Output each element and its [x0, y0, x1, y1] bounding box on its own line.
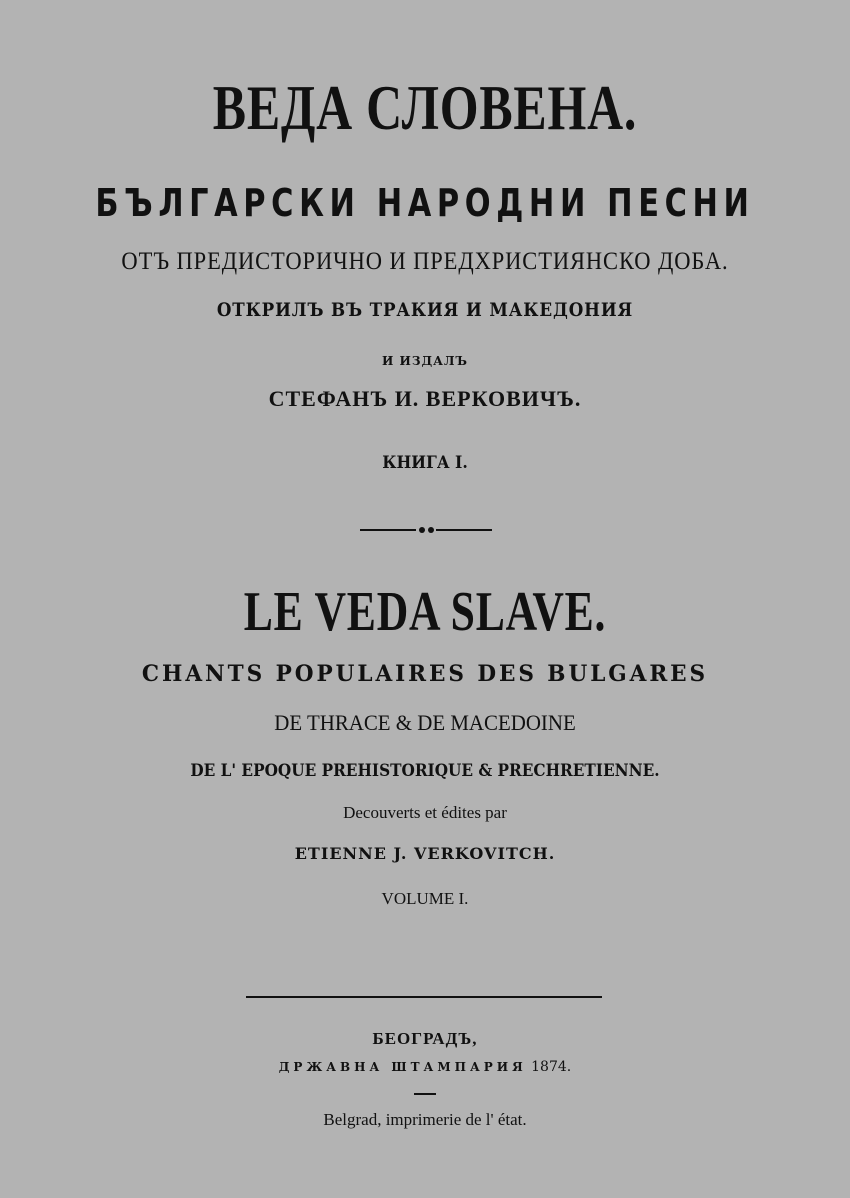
- bulgarian-era: ОТЪ ПРЕДИСТОРИЧНО И ПРЕДХРИСТИЯНСКО ДОБА.: [121, 248, 729, 275]
- bulgarian-author: СТЕФАНЪ И. ВЕРКОВИЧЪ.: [268, 386, 582, 411]
- french-discovered: Decouverts et édites par: [343, 803, 507, 822]
- imprint-city: БЕОГРАДЪ,: [372, 1029, 478, 1048]
- imprint-year: 1874.: [531, 1059, 572, 1075]
- french-title: LE VEDA SLAVE.: [243, 581, 607, 643]
- french-author: ETIENNE J. VERKOVITCH.: [294, 844, 556, 863]
- ornament-divider: [360, 528, 492, 532]
- imprint-press: ДРЖАВНА ШТАМПАРИЯ: [278, 1060, 527, 1074]
- french-era: DE L' EPOQUE PREHISTORIQUE & PRECHRETIENNE.: [190, 761, 660, 781]
- bulgarian-subtitle: БЪЛГАРСКИ НАРОДНИ ПЕСНИ: [95, 181, 755, 225]
- french-subtitle: CHANTS POPULAIRES DES BULGARES: [141, 661, 709, 687]
- bulgarian-discovered: ОТКРИЛЪ ВЪ ТРАКИЯ И МАКЕДОНИЯ: [216, 299, 634, 321]
- french-volume: VOLUME I.: [381, 889, 469, 908]
- ornament-dot: [428, 527, 434, 533]
- imprint-french: Belgrad, imprimerie de l' état.: [323, 1110, 527, 1129]
- ornament-bar-left: [360, 529, 416, 531]
- imprint-divider: [246, 996, 602, 998]
- imprint-short-rule: [414, 1093, 436, 1095]
- french-region: DE THRACE & DE MACEDOINE: [274, 710, 576, 735]
- ornament-dot: [419, 527, 425, 533]
- bulgarian-published: И ИЗДАЛЪ: [381, 354, 469, 368]
- imprint-press-line: [0, 1060, 850, 1074]
- ornament-bar-right: [436, 529, 492, 531]
- bulgarian-book: КНИГА I.: [382, 453, 468, 473]
- bulgarian-title: ВЕДА СЛОВЕНА.: [212, 72, 638, 143]
